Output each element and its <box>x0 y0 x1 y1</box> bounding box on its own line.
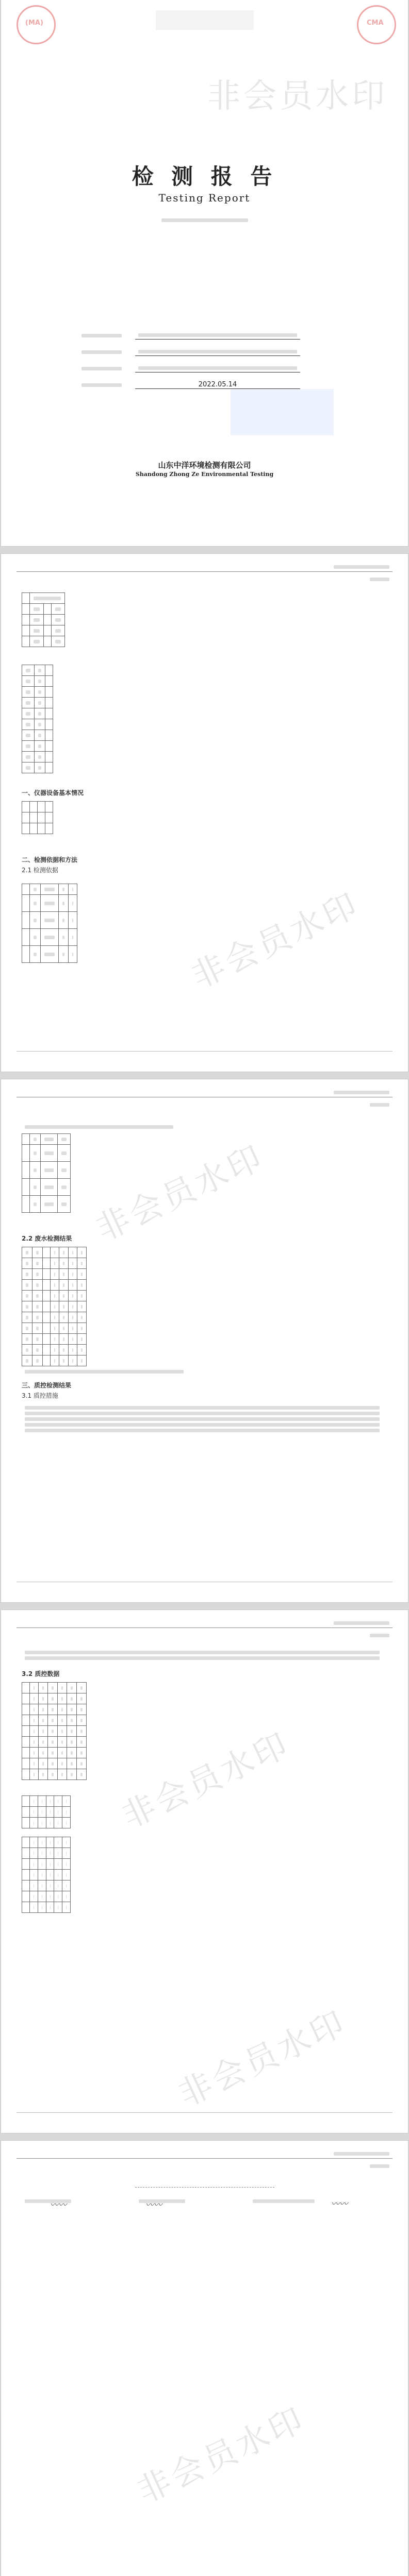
report-title: 检 测 报 告 <box>132 164 277 189</box>
page-5 <box>1 2141 408 2576</box>
cover-info-block <box>78 327 347 393</box>
qc-text <box>22 1649 383 1662</box>
watermark: 非会员水印 <box>207 77 388 115</box>
section-heading: 3.1 质控措施 <box>22 1392 58 1399</box>
watermark: 非会员水印 <box>186 885 366 996</box>
section-heading: 2.1 检测依据 <box>22 867 58 874</box>
watermark: 非会员水印 <box>116 1725 296 1836</box>
issuer-name: 山东中洋环境检测有限公司 <box>158 461 251 470</box>
cma-stamp-right: CMA <box>357 5 396 44</box>
section-heading: 3.2 质控数据 <box>22 1670 60 1677</box>
signature-compiler: 〰〰 <box>50 2200 67 2210</box>
section-heading: 三、质控检测结果 <box>22 1382 72 1389</box>
page-4 <box>1 1610 408 2133</box>
report-subtitle: Testing Report <box>158 192 251 204</box>
qc-data-table <box>22 1682 87 1780</box>
page-2 <box>1 554 408 1072</box>
report-date: 2022.05.14 <box>135 381 300 389</box>
issuer-name-en: Shandong Zhong Ze Environmental Testing <box>135 471 274 478</box>
qc-blank-table <box>22 1795 71 1828</box>
method-table-continued <box>22 1133 71 1213</box>
basic-info-table <box>22 592 65 647</box>
report-number <box>158 216 251 224</box>
method-table <box>22 884 77 963</box>
signature-approver: 〰〰 <box>331 2199 348 2209</box>
signature-reviewer: 〰〰 <box>145 2200 162 2210</box>
section-heading: 一、仪器设备基本情况 <box>22 789 84 796</box>
cma-stamp-left: (MA) <box>17 5 56 44</box>
watermark: 非会员水印 <box>90 1138 270 1249</box>
qc-measures-text <box>22 1404 383 1434</box>
section-heading: 二、检测依据和方法 <box>22 856 78 863</box>
qc-sample-table <box>22 1837 71 1913</box>
page-cover <box>1 0 408 546</box>
section-heading: 2.2 废水检测结果 <box>22 1235 72 1242</box>
page-3 <box>1 1079 408 1602</box>
overview-table <box>22 665 53 773</box>
wastewater-results-table <box>22 1247 87 1366</box>
report-end-marker <box>135 2187 274 2188</box>
watermark: 非会员水印 <box>173 2003 353 2114</box>
instrument-table <box>22 801 53 834</box>
watermark: 非会员水印 <box>132 2400 312 2511</box>
